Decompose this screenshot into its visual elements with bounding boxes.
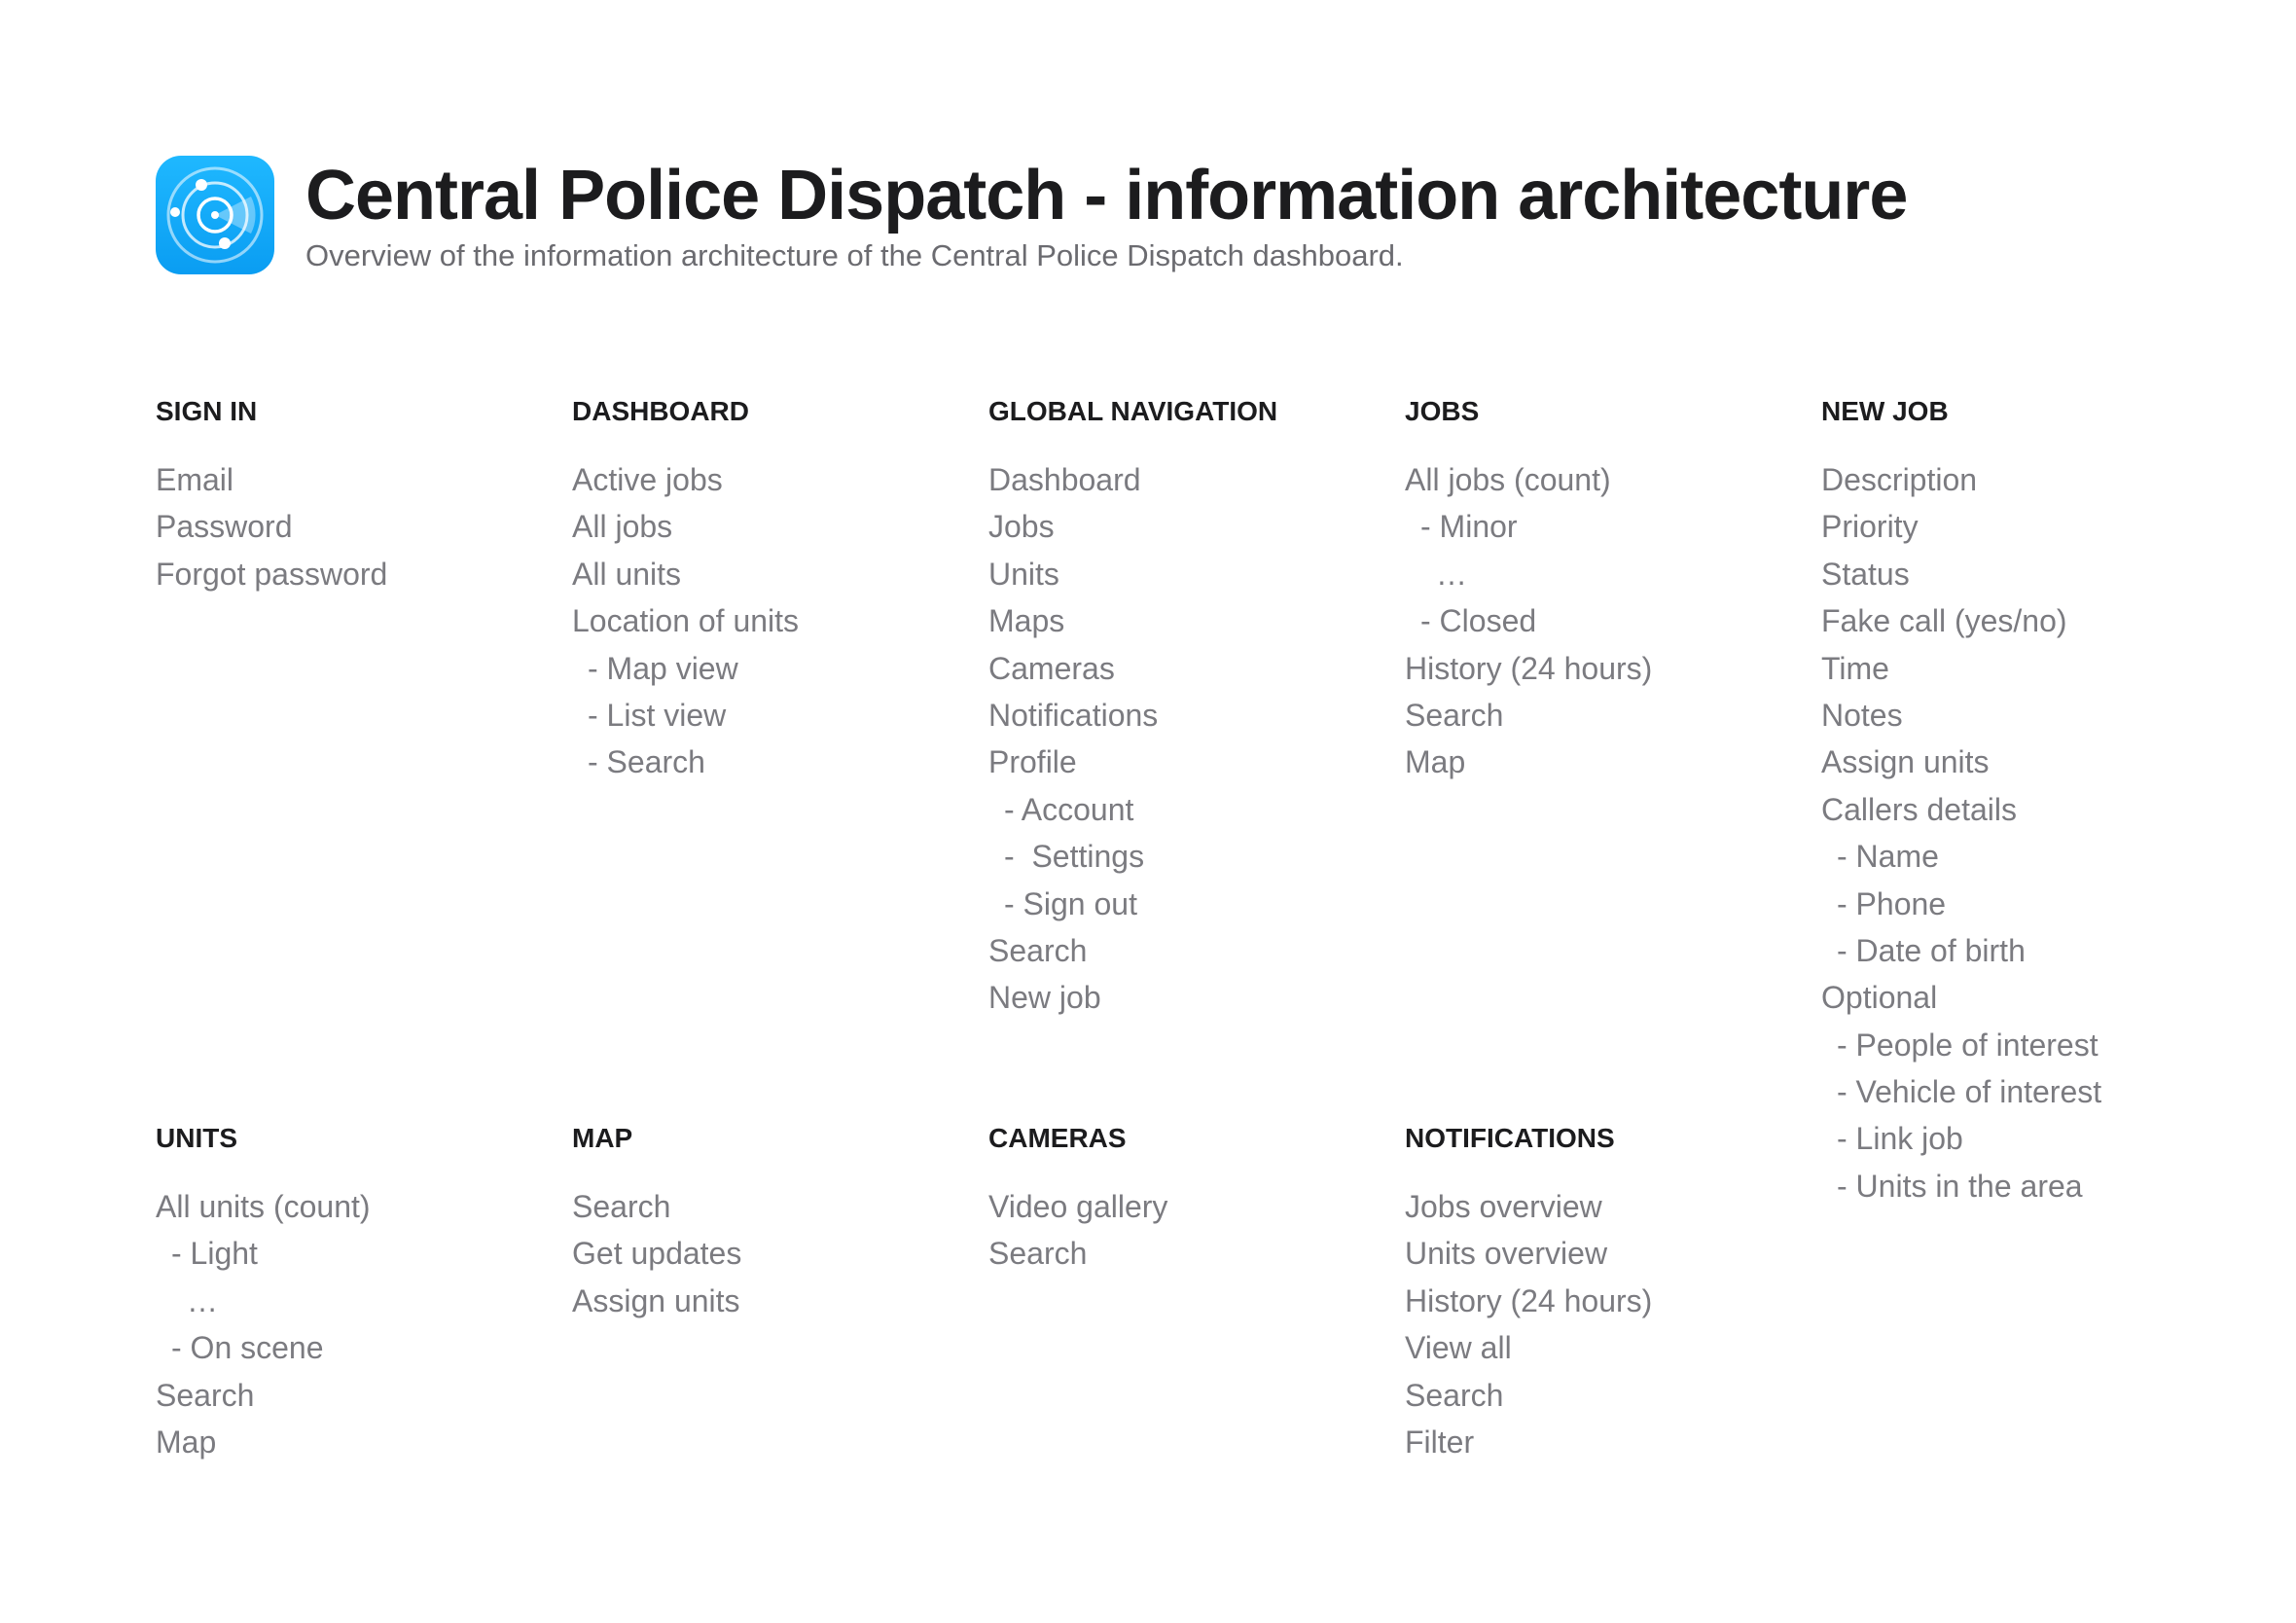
page-title: Central Police Dispatch - information architecture (305, 157, 1908, 234)
section-global-navigation (988, 394, 1378, 1022)
list-subitem: - Units in the area (1837, 1168, 2083, 1204)
list-item: Optional (1821, 980, 1938, 1016)
section-units (156, 1121, 545, 1465)
list-item: Jobs overview (1405, 1189, 1602, 1224)
list-item: Assign units (1821, 744, 1990, 780)
item-list (1821, 456, 2210, 1209)
list-subitem: - On scene (171, 1330, 324, 1366)
list-subitem: - Minor (1420, 509, 1518, 545)
section-sign-in (156, 394, 545, 597)
section-map (572, 1121, 961, 1324)
section-new-job (1821, 394, 2210, 1209)
list-item: Profile (988, 744, 1077, 780)
list-item: Video gallery (988, 1189, 1168, 1224)
list-item: Notes (1821, 697, 1903, 733)
section-title: UNITS (156, 1123, 237, 1153)
item-list (988, 1183, 1378, 1278)
item-list (988, 456, 1378, 1022)
list-subitem: - Link job (1837, 1121, 1963, 1157)
item-list (572, 456, 961, 786)
list-subitem: - Settings (1004, 839, 1145, 875)
section-title: NEW JOB (1821, 396, 1949, 426)
list-subitem: - Name (1837, 839, 1939, 875)
list-item: Active jobs (572, 462, 723, 497)
item-list (156, 456, 545, 597)
section-title: NOTIFICATIONS (1405, 1123, 1615, 1153)
list-item: Search (988, 1236, 1088, 1272)
list-item: All units (count) (156, 1189, 371, 1224)
list-item: Time (1821, 650, 1889, 686)
list-item: Units (988, 556, 1059, 592)
list-item: Cameras (988, 650, 1115, 686)
list-item: Status (1821, 556, 1910, 592)
list-subitem: - Account (1004, 791, 1134, 827)
list-item: Email (156, 462, 234, 497)
list-item: Forgot password (156, 556, 388, 592)
list-subitem: - Light (171, 1236, 258, 1272)
section-jobs (1405, 394, 1794, 786)
list-item: Search (156, 1377, 255, 1413)
list-item: Location of units (572, 603, 800, 639)
list-item: Map (156, 1424, 217, 1460)
list-item: Dashboard (988, 462, 1141, 497)
section-cameras (988, 1121, 1378, 1278)
list-item: View all (1405, 1330, 1512, 1366)
list-item: Jobs (988, 509, 1055, 545)
list-item: Units overview (1405, 1236, 1608, 1272)
list-subitem: - Vehicle of interest (1837, 1074, 2102, 1110)
list-item: History (24 hours) (1405, 650, 1653, 686)
list-item: All jobs (count) (1405, 462, 1611, 497)
list-item: All jobs (572, 509, 673, 545)
list-item: Fake call (yes/no) (1821, 603, 2067, 639)
list-item: New job (988, 980, 1101, 1016)
list-item: Search (988, 932, 1088, 968)
list-item: Filter (1405, 1424, 1475, 1460)
item-list (572, 1183, 961, 1324)
list-item: Search (1405, 1377, 1504, 1413)
list-item: Maps (988, 603, 1065, 639)
section-title: MAP (572, 1123, 633, 1153)
section-title: JOBS (1405, 396, 1480, 426)
list-subitem: - People of interest (1837, 1027, 2099, 1063)
list-item: Priority (1821, 509, 1919, 545)
list-item: History (24 hours) (1405, 1282, 1653, 1318)
list-ellipsis: … (1436, 556, 1467, 592)
list-subitem: - List view (588, 697, 727, 733)
section-title: GLOBAL NAVIGATION (988, 396, 1278, 426)
section-notifications (1405, 1121, 1794, 1465)
section-title: DASHBOARD (572, 396, 749, 426)
radar-icon (156, 156, 274, 274)
list-item: Search (1405, 697, 1504, 733)
item-list (1405, 456, 1794, 786)
list-subitem: - Search (588, 744, 705, 780)
section-title: SIGN IN (156, 396, 258, 426)
item-list (156, 1183, 545, 1465)
section-title: CAMERAS (988, 1123, 1127, 1153)
list-item: Get updates (572, 1236, 742, 1272)
list-subitem: - Map view (588, 650, 738, 686)
list-subitem: - Phone (1837, 885, 1947, 921)
section-dashboard (572, 394, 961, 786)
list-item: Assign units (572, 1282, 740, 1318)
list-item: All units (572, 556, 682, 592)
list-ellipsis: … (187, 1282, 218, 1318)
item-list (1405, 1183, 1794, 1465)
list-item: Map (1405, 744, 1466, 780)
list-item: Password (156, 509, 293, 545)
list-item: Search (572, 1189, 671, 1224)
list-item: Description (1821, 462, 1978, 497)
page-subtitle: Overview of the information architecture of the Central Police Dispatch dashboard. (305, 238, 1404, 272)
list-subitem: - Sign out (1004, 885, 1137, 921)
list-subitem: - Closed (1420, 603, 1537, 639)
list-item: Notifications (988, 697, 1159, 733)
list-subitem: - Date of birth (1837, 932, 2026, 968)
list-item: Callers details (1821, 791, 2017, 827)
